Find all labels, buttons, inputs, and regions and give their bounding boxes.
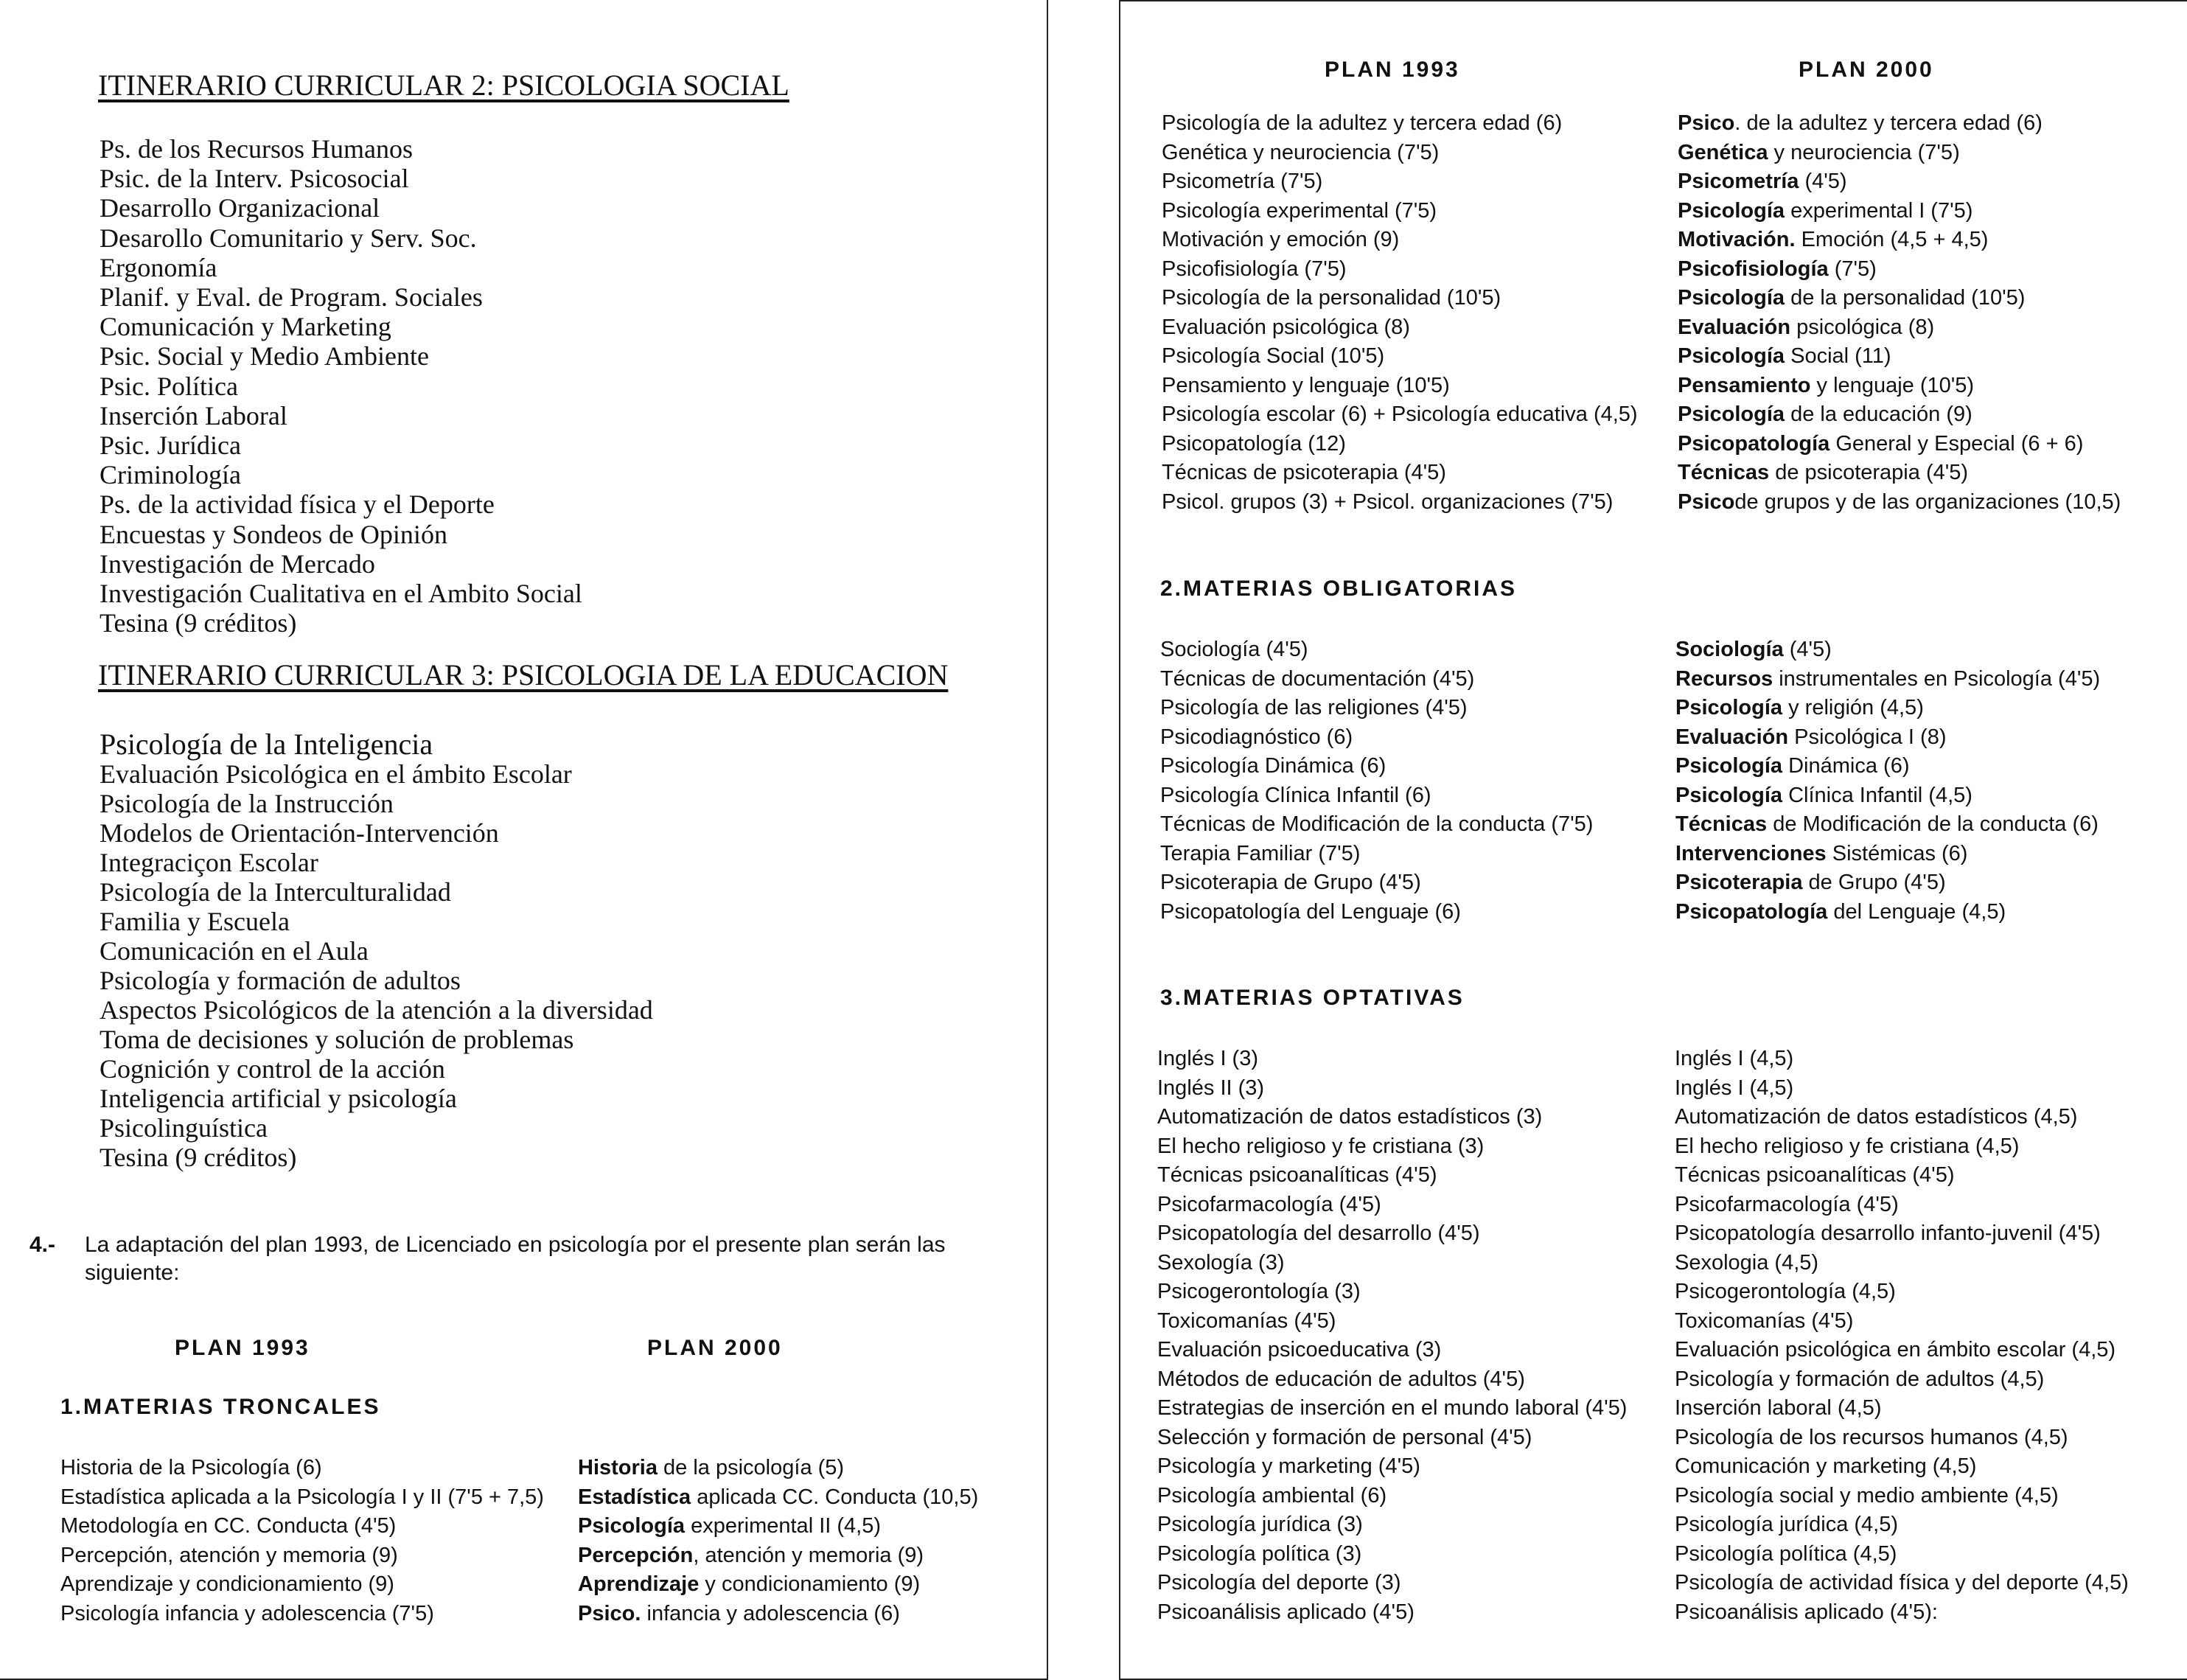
item-rest: y neurociencia (7'5)	[1768, 140, 1960, 164]
list-item: Inglés I (4,5)	[1675, 1047, 1794, 1070]
list-item: Evaluación Psicológica en el ámbito Escolar	[100, 759, 572, 789]
list-item: Evaluación psicológica (8)	[1162, 315, 1410, 339]
item-rest: Sistémicas (6)	[1826, 841, 1968, 865]
list-item: Sexologia (4,5)	[1675, 1250, 1819, 1275]
list-item	[1678, 167, 2121, 197]
item-bold-lead: Intervenciones	[1675, 841, 1827, 865]
item-rest: (4'5)	[1799, 170, 1847, 193]
left-page	[0, 0, 1048, 1680]
list-item: Pensamiento y lenguaje (10'5)	[1162, 373, 1450, 397]
list-item: Psicología de la personalidad (10'5)	[1162, 286, 1501, 310]
list-item: Psicología de las religiones (4'5)	[1160, 696, 1468, 719]
item-bold-lead: Psicología	[578, 1514, 686, 1538]
section-4-number: 4.-	[29, 1233, 56, 1257]
list-item: Psicología escolar (6) + Psicología educativa (4,5)	[1162, 402, 1638, 426]
list-item: Integraciçon Escolar	[100, 848, 318, 877]
item-bold-lead: Pensamiento	[1678, 373, 1811, 397]
list-item	[1675, 694, 2100, 723]
list-item: Psic. Jurídica	[100, 431, 241, 461]
item-bold-lead: Motivación.	[1678, 228, 1796, 251]
list-item: Psicología y formación de adultos (4,5)	[1675, 1367, 2045, 1391]
list-item	[578, 1483, 978, 1513]
item-rest: del Lenguaje (4,5)	[1827, 899, 2006, 924]
item-rest: de la psicología (5)	[657, 1456, 845, 1479]
list-item: Psicología y formación de adultos	[100, 966, 461, 995]
item-bold-lead: Historia	[578, 1456, 658, 1479]
section-4-paragraph	[29, 1231, 988, 1287]
item-bold-lead: Sociología	[1675, 638, 1784, 661]
list-item: Estadística aplicada a la Psicología I y II (7'5 + 7,5)	[60, 1485, 544, 1509]
list-item	[1678, 284, 2121, 313]
item-rest: (4'5)	[1783, 638, 1832, 661]
item-bold-lead: Técnicas	[1675, 812, 1768, 836]
list-item: Psicoanálisis aplicado (4'5):	[1675, 1600, 1938, 1624]
item-rest: de la personalidad (10'5)	[1785, 286, 2026, 310]
list-item: Psicología y marketing (4'5)	[1157, 1454, 1420, 1478]
list-item	[1678, 226, 2121, 255]
plan-2000-header: PLAN 2000	[647, 1336, 783, 1360]
list-item	[1675, 635, 2100, 665]
list-item: Tesina (9 créditos)	[100, 608, 297, 638]
item-rest: de Grupo (4'5)	[1802, 871, 1946, 894]
optativas-plan-2000-list	[1675, 1045, 2129, 1627]
list-item: Aspectos Psicológicos de la atención a la diversidad	[100, 995, 653, 1025]
list-item: Planif. y Eval. de Program. Sociales	[100, 282, 483, 313]
item-bold-lead: Psico	[1678, 111, 1735, 135]
item-bold-lead: Psicoterapia	[1675, 871, 1803, 894]
list-item: Automatización de datos estadísticos (4,5)	[1675, 1105, 2078, 1129]
list-item: Comunicación en el Aula	[100, 936, 369, 966]
list-item	[1675, 898, 2100, 927]
list-item	[1678, 255, 2121, 285]
list-item	[1678, 430, 2121, 459]
list-item	[578, 1512, 978, 1541]
obligatorias-heading: 2.MATERIAS OBLIGATORIAS	[1160, 576, 1518, 601]
item-rest: de psicoterapia (4'5)	[1769, 461, 1969, 484]
item-bold-lead: Evaluación	[1678, 315, 1791, 339]
item-rest: (7'5)	[1828, 257, 1877, 281]
item-bold-lead: Psicología	[1678, 344, 1785, 368]
list-item	[578, 1600, 978, 1629]
list-item: Comunicación y Marketing	[100, 312, 391, 342]
plan-1993-header: PLAN 1993	[175, 1336, 310, 1360]
item-rest: y condicionamiento (9)	[699, 1572, 921, 1596]
list-item: Investigación de Mercado	[100, 548, 375, 579]
optativas-plan-1993-list	[1157, 1045, 1627, 1627]
list-item: Automatización de datos estadísticos (3)	[1157, 1105, 1543, 1129]
list-item: Ergonomía	[100, 252, 217, 282]
item-bold-lead: Estadística	[578, 1485, 691, 1509]
list-item	[1678, 139, 2121, 168]
item-rest: Social (11)	[1785, 344, 1891, 368]
list-item: Toxicomanías (4'5)	[1157, 1308, 1336, 1333]
list-item	[1678, 488, 2121, 517]
list-item: Desarrollo Organizacional	[100, 193, 380, 223]
list-item: Psicología del deporte (3)	[1157, 1571, 1401, 1594]
item-rest: Emoción (4,5 + 4,5)	[1795, 228, 1989, 251]
item-bold-lead: Psicometría	[1678, 170, 1799, 193]
item-bold-lead: Psicopatología	[1675, 899, 1828, 924]
list-item: Técnicas de Modificación de la conducta (7'5)	[1160, 812, 1594, 836]
list-item: Técnicas psicoanalíticas (4'5)	[1675, 1163, 1955, 1187]
list-item: Psicología Social (10'5)	[1162, 344, 1385, 368]
list-item: Criminología	[100, 460, 241, 490]
list-item: Psicopatología del Lenguaje (6)	[1160, 899, 1461, 924]
list-item: Psicolinguística	[100, 1113, 268, 1143]
plan-2000-header-right: PLAN 2000	[1799, 57, 1934, 82]
item-bold-lead: Genética	[1678, 140, 1768, 164]
list-item: Psicología experimental (7'5)	[1162, 198, 1437, 223]
item-rest: . de la adultez y tercera edad (6)	[1734, 111, 2043, 135]
item-rest: y lenguaje (10'5)	[1810, 373, 1975, 397]
troncales-plan-1993-list	[60, 1454, 544, 1628]
list-item: Psicología de actividad física y del deporte (4,5)	[1675, 1571, 2129, 1594]
item-bold-lead: Psicología	[1678, 198, 1785, 223]
troncales-cont-plan-1993-list	[1162, 109, 1638, 517]
list-item: Psic. Política	[100, 371, 238, 401]
item-rest: y religión (4,5)	[1782, 696, 1924, 719]
list-item	[1678, 459, 2121, 488]
list-item	[1675, 781, 2100, 811]
list-item: Historia de la Psicología (6)	[60, 1456, 322, 1479]
list-item: Psicodiagnóstico (6)	[1160, 725, 1353, 749]
list-item: Psicología de los recursos humanos (4,5)	[1675, 1425, 2068, 1449]
list-item: Cognición y control de la acción	[100, 1054, 445, 1084]
list-item	[1675, 665, 2100, 694]
item-bold-lead: Psicología	[1675, 696, 1783, 719]
list-item: Psicol. grupos (3) + Psicol. organizaciones (7'5)	[1162, 489, 1614, 514]
list-item: Inglés II (3)	[1157, 1076, 1265, 1100]
list-item: Metodología en CC. Conducta (4'5)	[60, 1514, 397, 1538]
item-bold-lead: Aprendizaje	[578, 1572, 700, 1596]
list-item: Psicogerontología (3)	[1157, 1280, 1361, 1303]
list-item: Psicoanálisis aplicado (4'5)	[1157, 1600, 1415, 1624]
item-rest: aplicada CC. Conducta (10,5)	[691, 1485, 979, 1509]
list-item	[1675, 723, 2100, 753]
item-rest: experimental I (7'5)	[1785, 198, 1973, 223]
list-item: Inteligencia artificial y psicología	[100, 1084, 457, 1113]
list-item: Técnicas de documentación (4'5)	[1160, 666, 1475, 691]
itinerary-2-title: ITINERARIO CURRICULAR 2: PSICOLOGIA SOCIAL	[98, 69, 789, 102]
list-item: Psicogerontología (4,5)	[1675, 1280, 1896, 1303]
list-item	[1678, 109, 2121, 139]
item-bold-lead: Percepción	[578, 1543, 694, 1567]
item-bold-lead: Psicología	[1678, 286, 1785, 310]
item-bold-lead: Psicología	[1675, 783, 1783, 807]
list-item: Psicología política (4,5)	[1675, 1541, 1897, 1566]
list-item: Ps. de la actividad física y el Deporte	[100, 489, 495, 520]
list-item: Psicometría (7'5)	[1162, 170, 1323, 193]
troncales-heading: 1.MATERIAS TRONCALES	[60, 1395, 381, 1419]
right-page	[1119, 0, 2187, 1680]
list-item	[1678, 400, 2121, 430]
list-item: Psicología de la adultez y tercera edad (6)	[1162, 111, 1563, 135]
list-item: Métodos de educación de adultos (4'5)	[1157, 1367, 1525, 1391]
troncales-cont-plan-2000-list	[1678, 109, 2121, 517]
list-item	[1675, 810, 2100, 840]
list-item: Evaluación psicoeducativa (3)	[1157, 1338, 1442, 1362]
list-item: Inglés I (3)	[1157, 1047, 1258, 1070]
list-item	[1675, 868, 2100, 898]
optativas-heading: 3.MATERIAS OPTATIVAS	[1160, 986, 1465, 1010]
list-item: Toxicomanías (4'5)	[1675, 1308, 1854, 1333]
item-rest: psicológica (8)	[1790, 315, 1935, 339]
list-item: Psicofarmacología (4'5)	[1675, 1192, 1899, 1216]
list-item: Comunicación y marketing (4,5)	[1675, 1454, 1977, 1478]
list-item: Genética y neurociencia (7'5)	[1162, 140, 1440, 164]
list-item: Psicología de la Inteligencia	[100, 728, 433, 761]
list-item	[578, 1454, 978, 1483]
list-item: Psicopatología (12)	[1162, 431, 1346, 456]
list-item: Aprendizaje y condicionamiento (9)	[60, 1572, 394, 1596]
troncales-plan-2000-list	[578, 1454, 978, 1628]
list-item: Psicología social y medio ambiente (4,5)	[1675, 1483, 2059, 1508]
list-item: Modelos de Orientación-Intervención	[100, 818, 499, 848]
item-rest: instrumentales en Psicología (4'5)	[1773, 666, 2101, 691]
list-item: Evaluación psicológica en ámbito escolar (4,5)	[1675, 1338, 2116, 1362]
list-item: Psicopatología desarrollo infanto-juvenil (4'5)	[1675, 1221, 2101, 1245]
list-item: Psicoterapia de Grupo (4'5)	[1160, 871, 1421, 894]
item-bold-lead: Técnicas	[1678, 461, 1770, 484]
item-rest: Clínica Infantil (4,5)	[1782, 783, 1973, 807]
item-rest: , atención y memoria (9)	[693, 1543, 924, 1567]
list-item: Psicofarmacología (4'5)	[1157, 1192, 1381, 1216]
list-item: Psicología jurídica (4,5)	[1675, 1513, 1899, 1536]
list-item: Toma de decisiones y solución de problemas	[100, 1025, 574, 1054]
list-item: Ps. de los Recursos Humanos	[100, 134, 413, 164]
item-bold-lead: Evaluación	[1675, 725, 1789, 749]
item-bold-lead: Psicofisiología	[1678, 257, 1829, 281]
list-item: Psicología infancia y adolescencia (7'5)	[60, 1601, 434, 1625]
item-rest: Psicológica I (8)	[1788, 725, 1947, 749]
item-rest: experimental II (4,5)	[685, 1514, 881, 1538]
list-item: Estrategias de inserción en el mundo laboral (4'5)	[1157, 1396, 1628, 1420]
itinerary-3-list	[100, 730, 653, 1172]
list-item: Inglés I (4,5)	[1675, 1076, 1794, 1100]
list-item	[1678, 313, 2121, 343]
list-item: Selección y formación de personal (4'5)	[1157, 1425, 1532, 1449]
list-item: Psicología Clínica Infantil (6)	[1160, 783, 1431, 807]
item-bold-lead: Psicopatología	[1678, 431, 1830, 456]
list-item	[1675, 752, 2100, 781]
list-item: Tesina (9 créditos)	[100, 1143, 297, 1172]
list-item: Psic. Social y Medio Ambiente	[100, 341, 429, 372]
list-item: El hecho religioso y fe cristiana (3)	[1157, 1134, 1485, 1158]
list-item: Psicología de la Instrucción	[100, 789, 394, 818]
list-item	[1678, 342, 2121, 372]
list-item: Psicología ambiental (6)	[1157, 1483, 1387, 1508]
plan-1993-header-right: PLAN 1993	[1325, 57, 1460, 82]
list-item: El hecho religioso y fe cristiana (4,5)	[1675, 1134, 2020, 1158]
list-item	[1678, 197, 2121, 226]
list-item: Inserción Laboral	[100, 400, 287, 431]
list-item: Desarollo Comunitario y Serv. Soc.	[100, 223, 477, 253]
list-item: Percepción, atención y memoria (9)	[60, 1543, 398, 1567]
list-item: Inserción laboral (4,5)	[1675, 1396, 1882, 1420]
list-item: Sexología (3)	[1157, 1250, 1285, 1275]
item-bold-lead: Psico	[1678, 489, 1735, 514]
itinerary-2-list	[100, 134, 582, 638]
obligatorias-plan-2000-list	[1675, 635, 2100, 927]
list-item	[1675, 840, 2100, 869]
list-item: Psicología Dinámica (6)	[1160, 754, 1387, 778]
list-item: Psicología de la Interculturalidad	[100, 877, 451, 907]
item-bold-lead: Psico.	[578, 1601, 641, 1625]
list-item: Psicología política (3)	[1157, 1541, 1362, 1566]
list-item: Psicopatología del desarrollo (4'5)	[1157, 1221, 1480, 1245]
list-item	[1678, 372, 2121, 401]
list-item	[578, 1570, 978, 1600]
item-rest: de la educación (9)	[1785, 402, 1973, 426]
obligatorias-plan-1993-list	[1160, 635, 1593, 927]
list-item: Terapia Familiar (7'5)	[1160, 841, 1361, 865]
list-item: Psicología jurídica (3)	[1157, 1513, 1363, 1536]
item-rest: General y Especial (6 + 6)	[1830, 431, 2084, 456]
list-item: Familia y Escuela	[100, 907, 290, 936]
list-item: Motivación y emoción (9)	[1162, 228, 1400, 251]
list-item: Sociología (4'5)	[1160, 638, 1308, 661]
item-bold-lead: Psicología	[1675, 754, 1783, 778]
list-item: Técnicas psicoanalíticas (4'5)	[1157, 1163, 1437, 1187]
item-bold-lead: Recursos	[1675, 666, 1773, 691]
section-4-text: La adaptación del plan 1993, de Licenciado en psicología por el presente plan serán las siguiente:	[85, 1233, 946, 1285]
list-item: Investigación Cualitativa en el Ambito Social	[100, 579, 582, 609]
item-rest: de Modificación de la conducta (6)	[1767, 812, 2099, 836]
list-item	[578, 1541, 978, 1571]
itinerary-3-title: ITINERARIO CURRICULAR 3: PSICOLOGIA DE LA EDUCACION	[98, 658, 949, 691]
item-rest: Dinámica (6)	[1782, 754, 1910, 778]
list-item: Encuestas y Sondeos de Opinión	[100, 519, 447, 549]
item-rest: infancia y adolescencia (6)	[641, 1601, 900, 1625]
list-item: Psicofisiología (7'5)	[1162, 257, 1347, 281]
item-bold-lead: Psicología	[1678, 402, 1785, 426]
list-item: Técnicas de psicoterapia (4'5)	[1162, 461, 1446, 484]
list-item: Psic. de la Interv. Psicosocial	[100, 164, 409, 194]
item-rest: de grupos y de las organizaciones (10,5)	[1734, 489, 2121, 514]
